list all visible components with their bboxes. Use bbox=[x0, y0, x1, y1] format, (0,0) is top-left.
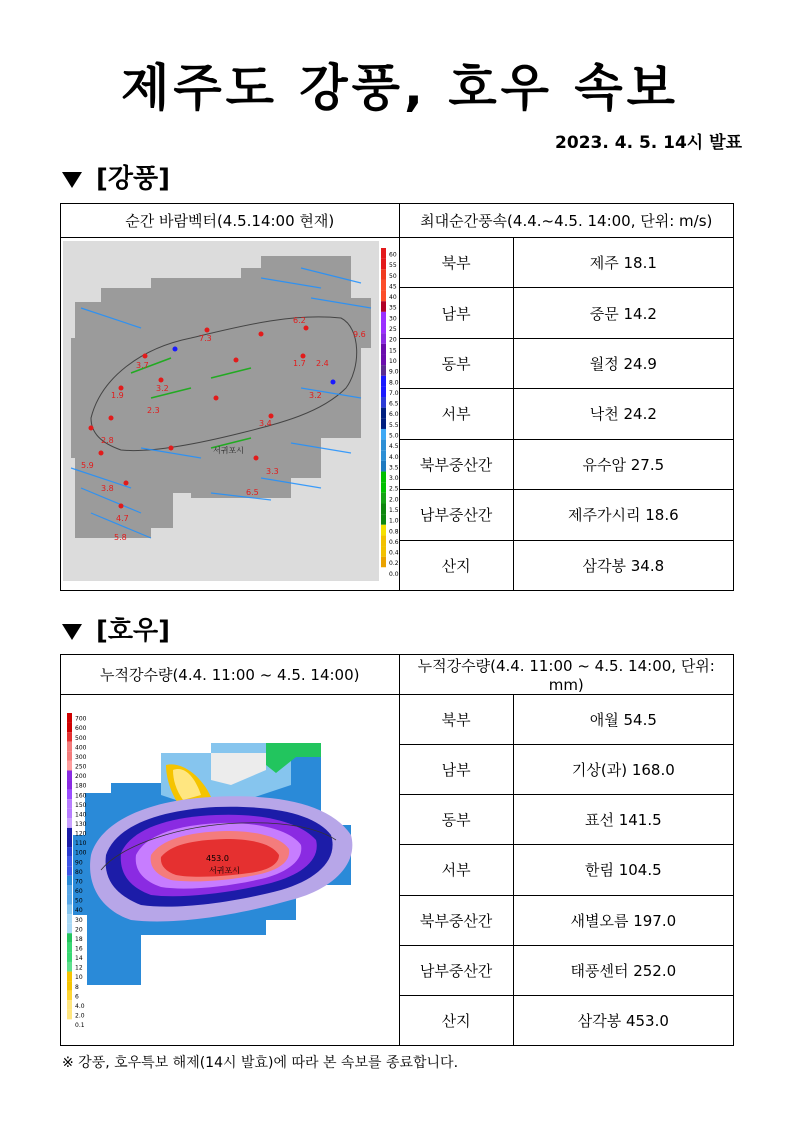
scale-label: 130 bbox=[75, 820, 87, 828]
scale-label: 30 bbox=[389, 315, 397, 323]
scale-label: 140 bbox=[75, 811, 87, 819]
scale-swatch bbox=[381, 514, 386, 525]
wind-row-value: 중문 14.2 bbox=[513, 288, 733, 338]
svg-text:3.4: 3.4 bbox=[259, 419, 272, 428]
scale-label: 12 bbox=[75, 964, 83, 972]
rain-row-region: 서부 bbox=[399, 845, 513, 895]
rain-row-region: 산지 bbox=[399, 995, 513, 1045]
footnote: ※ 강풍, 호우특보 해제(14시 발효)에 따라 본 속보를 종료합니다. bbox=[62, 1055, 459, 1071]
wind-color-scale bbox=[381, 248, 399, 578]
wind-row-value: 제주가시리 18.6 bbox=[513, 490, 733, 540]
scale-swatch bbox=[381, 312, 386, 323]
scale-label: 50 bbox=[75, 897, 83, 905]
scale-swatch bbox=[67, 780, 72, 790]
scale-label: 150 bbox=[75, 801, 87, 809]
scale-swatch bbox=[381, 525, 386, 536]
scale-swatch bbox=[67, 818, 72, 828]
rain-map bbox=[61, 695, 400, 1046]
wind-map bbox=[61, 238, 400, 591]
wind-row-value: 제주 18.1 bbox=[513, 238, 733, 288]
scale-swatch bbox=[67, 972, 72, 982]
rain-section-heading bbox=[62, 610, 170, 647]
wind-row-region: 북부중산간 bbox=[399, 439, 513, 489]
scale-label: 0.6 bbox=[389, 538, 399, 546]
scale-label: 600 bbox=[75, 725, 87, 733]
scale-label: 0.0 bbox=[389, 570, 399, 578]
svg-text:3.8: 3.8 bbox=[101, 484, 114, 493]
scale-label: 25 bbox=[389, 326, 397, 334]
rain-section-label: [호우] bbox=[96, 616, 170, 646]
scale-swatch bbox=[381, 440, 386, 451]
scale-label: 7.0 bbox=[389, 389, 399, 397]
wind-row-region: 남부중산간 bbox=[399, 490, 513, 540]
scale-label: 300 bbox=[75, 753, 87, 761]
rain-row-region: 동부 bbox=[399, 795, 513, 845]
wind-row-value: 낙천 24.2 bbox=[513, 389, 733, 439]
scale-label: 16 bbox=[75, 945, 83, 953]
wind-map-label-seogwipo: 서귀포시 bbox=[213, 446, 244, 455]
scale-label: 80 bbox=[75, 868, 83, 876]
scale-swatch bbox=[67, 847, 72, 857]
scale-swatch bbox=[67, 790, 72, 800]
scale-label: 3.0 bbox=[389, 475, 399, 483]
scale-swatch bbox=[67, 981, 72, 991]
wind-row-region: 산지 bbox=[399, 540, 513, 590]
rain-map-header: 누적강수량(4.4. 11:00 ~ 4.5. 14:00) bbox=[61, 655, 400, 695]
rain-table-header: 누적강수량(4.4. 11:00 ~ 4.5. 14:00, 단위: mm) bbox=[399, 655, 734, 695]
scale-label: 5.0 bbox=[389, 432, 399, 440]
svg-text:5.9: 5.9 bbox=[81, 461, 94, 470]
scale-label: 160 bbox=[75, 792, 87, 800]
rain-row-region: 북부 bbox=[399, 695, 513, 745]
scale-swatch bbox=[381, 535, 386, 546]
scale-swatch bbox=[67, 713, 72, 723]
scale-swatch bbox=[67, 933, 72, 943]
scale-swatch bbox=[381, 291, 386, 302]
svg-text:3.2: 3.2 bbox=[156, 384, 169, 393]
scale-label: 6.0 bbox=[389, 411, 399, 419]
scale-swatch bbox=[381, 344, 386, 355]
scale-label: 5.5 bbox=[389, 421, 399, 429]
scale-label: 2.0 bbox=[75, 1012, 85, 1020]
scale-swatch bbox=[67, 866, 72, 876]
scale-swatch bbox=[381, 376, 386, 387]
scale-label: 180 bbox=[75, 782, 87, 790]
scale-swatch bbox=[67, 905, 72, 915]
scale-label: 0.8 bbox=[389, 528, 399, 536]
scale-swatch bbox=[67, 962, 72, 972]
scale-label: 1.5 bbox=[389, 507, 399, 514]
scale-label: 14 bbox=[75, 955, 83, 963]
rain-row-value: 애월 54.5 bbox=[513, 695, 733, 745]
scale-swatch bbox=[381, 333, 386, 344]
svg-text:7.3: 7.3 bbox=[199, 334, 212, 343]
scale-swatch bbox=[381, 472, 386, 483]
svg-text:4.7: 4.7 bbox=[116, 514, 129, 523]
scale-swatch bbox=[381, 365, 386, 376]
rain-row-region: 남부중산간 bbox=[399, 945, 513, 995]
scale-label: 30 bbox=[75, 916, 83, 924]
scale-label: 8.0 bbox=[389, 379, 399, 387]
svg-text:2.3: 2.3 bbox=[147, 406, 160, 415]
scale-label: 500 bbox=[75, 734, 87, 742]
scale-label: 50 bbox=[389, 272, 397, 280]
scale-swatch bbox=[381, 429, 386, 440]
scale-label: 110 bbox=[75, 840, 87, 848]
scale-swatch bbox=[67, 1019, 72, 1029]
scale-swatch bbox=[67, 837, 72, 847]
scale-label: 6 bbox=[75, 993, 79, 1001]
scale-label: 1.0 bbox=[389, 517, 399, 525]
rain-row-value: 한림 104.5 bbox=[513, 845, 733, 895]
scale-swatch bbox=[381, 461, 386, 472]
rain-map-label-seogwipo: 서귀포시 bbox=[209, 866, 240, 875]
svg-text:9.6: 9.6 bbox=[353, 330, 366, 339]
scale-label: 60 bbox=[75, 888, 83, 896]
svg-text:2.8: 2.8 bbox=[101, 436, 114, 445]
scale-swatch bbox=[381, 567, 386, 578]
scale-swatch bbox=[67, 809, 72, 819]
scale-label: 120 bbox=[75, 830, 87, 838]
scale-label: 4.5 bbox=[389, 443, 399, 451]
scale-label: 700 bbox=[75, 715, 87, 723]
scale-swatch bbox=[381, 323, 386, 334]
wind-row-region: 북부 bbox=[399, 238, 513, 288]
scale-swatch bbox=[67, 751, 72, 761]
scale-swatch bbox=[381, 546, 386, 557]
scale-label: 40 bbox=[75, 907, 83, 915]
scale-label: 55 bbox=[389, 262, 397, 270]
scale-swatch bbox=[381, 280, 386, 291]
scale-label: 0.4 bbox=[389, 549, 399, 557]
scale-swatch bbox=[381, 397, 386, 408]
rain-row-value: 기상(과) 168.0 bbox=[513, 745, 733, 795]
scale-label: 20 bbox=[75, 926, 83, 934]
scale-swatch bbox=[67, 1000, 72, 1010]
scale-label: 0.1 bbox=[75, 1022, 85, 1030]
rain-accumulation-map bbox=[61, 695, 399, 1041]
svg-text:3.3: 3.3 bbox=[266, 467, 279, 476]
rain-map-max-label: 453.0 bbox=[206, 854, 229, 863]
scale-swatch bbox=[67, 876, 72, 886]
scale-label: 35 bbox=[389, 304, 397, 312]
page-title: 제주도 강풍, 호우 속보 bbox=[121, 59, 679, 117]
scale-label: 200 bbox=[75, 773, 87, 781]
scale-label: 90 bbox=[75, 859, 83, 867]
wind-section-label: [강풍] bbox=[96, 164, 170, 194]
wind-row-value: 유수암 27.5 bbox=[513, 439, 733, 489]
rain-row-value: 표선 141.5 bbox=[513, 795, 733, 845]
scale-label: 20 bbox=[389, 336, 397, 344]
svg-text:3.2: 3.2 bbox=[309, 391, 322, 400]
scale-label: 4.0 bbox=[75, 1002, 85, 1010]
scale-swatch bbox=[381, 450, 386, 461]
scale-swatch bbox=[381, 248, 386, 259]
scale-swatch bbox=[67, 761, 72, 771]
scale-swatch bbox=[67, 1010, 72, 1020]
scale-swatch bbox=[381, 386, 386, 397]
scale-label: 400 bbox=[75, 744, 87, 752]
wind-row-value: 삼각봉 34.8 bbox=[513, 540, 733, 590]
wind-vector-map bbox=[61, 238, 399, 586]
scale-swatch bbox=[67, 914, 72, 924]
rain-table bbox=[60, 654, 734, 1046]
scale-label: 10 bbox=[75, 974, 83, 982]
issue-date: 2023. 4. 5. 14시 발표 bbox=[555, 133, 742, 153]
scale-label: 8 bbox=[75, 983, 79, 991]
scale-swatch bbox=[67, 895, 72, 905]
scale-swatch bbox=[67, 991, 72, 1001]
wind-table-header: 최대순간풍속(4.4.~4.5. 14:00, 단위: m/s) bbox=[399, 204, 734, 238]
scale-label: 45 bbox=[389, 283, 397, 291]
svg-text:3.7: 3.7 bbox=[136, 361, 149, 370]
scale-swatch bbox=[381, 503, 386, 514]
svg-text:6.5: 6.5 bbox=[246, 488, 259, 497]
scale-swatch bbox=[67, 952, 72, 962]
scale-label: 60 bbox=[389, 251, 397, 259]
scale-label: 2.5 bbox=[389, 485, 399, 493]
scale-label: 10 bbox=[389, 357, 397, 365]
scale-label: 15 bbox=[389, 347, 397, 355]
scale-swatch bbox=[67, 885, 72, 895]
scale-swatch bbox=[67, 799, 72, 809]
wind-section-heading bbox=[62, 158, 170, 195]
wind-row-region: 남부 bbox=[399, 288, 513, 338]
scale-swatch bbox=[381, 269, 386, 280]
scale-label: 40 bbox=[389, 294, 397, 302]
scale-swatch bbox=[67, 742, 72, 752]
scale-swatch bbox=[381, 557, 386, 568]
scale-swatch bbox=[67, 828, 72, 838]
wind-row-region: 동부 bbox=[399, 338, 513, 388]
scale-swatch bbox=[67, 857, 72, 867]
scale-label: 9.0 bbox=[389, 368, 399, 376]
scale-swatch bbox=[67, 924, 72, 934]
scale-label: 18 bbox=[75, 935, 83, 943]
rain-row-region: 남부 bbox=[399, 745, 513, 795]
scale-label: 100 bbox=[75, 849, 87, 857]
rain-row-value: 새별오름 197.0 bbox=[513, 895, 733, 945]
scale-label: 3.5 bbox=[389, 464, 399, 472]
scale-swatch bbox=[67, 943, 72, 953]
wind-row-region: 서부 bbox=[399, 389, 513, 439]
rain-row-value: 삼각봉 453.0 bbox=[513, 995, 733, 1045]
scale-swatch bbox=[67, 770, 72, 780]
triangle-down-icon bbox=[62, 624, 82, 640]
scale-label: 2.0 bbox=[389, 496, 399, 504]
scale-label: 4.0 bbox=[389, 453, 399, 461]
rain-row-region: 북부중산간 bbox=[399, 895, 513, 945]
scale-swatch bbox=[381, 493, 386, 504]
scale-swatch bbox=[67, 723, 72, 733]
scale-swatch bbox=[381, 418, 386, 429]
wind-map-header: 순간 바람벡터(4.5.14:00 현재) bbox=[61, 204, 400, 238]
triangle-down-icon bbox=[62, 172, 82, 188]
svg-text:1.7: 1.7 bbox=[293, 359, 306, 368]
svg-text:6.2: 6.2 bbox=[293, 316, 306, 325]
svg-text:1.9: 1.9 bbox=[111, 391, 124, 400]
scale-swatch bbox=[381, 301, 386, 312]
rain-row-value: 태풍센터 252.0 bbox=[513, 945, 733, 995]
scale-swatch bbox=[381, 482, 386, 493]
svg-text:5.8: 5.8 bbox=[114, 533, 127, 542]
scale-label: 6.5 bbox=[389, 400, 399, 408]
wind-table bbox=[60, 203, 734, 591]
scale-swatch bbox=[381, 408, 386, 419]
scale-swatch bbox=[381, 259, 386, 270]
wind-row-value: 월정 24.9 bbox=[513, 338, 733, 388]
scale-swatch bbox=[67, 732, 72, 742]
svg-text:2.4: 2.4 bbox=[316, 359, 329, 368]
scale-swatch bbox=[381, 354, 386, 365]
scale-label: 250 bbox=[75, 763, 87, 771]
scale-label: 0.2 bbox=[389, 560, 399, 568]
scale-label: 70 bbox=[75, 878, 83, 886]
